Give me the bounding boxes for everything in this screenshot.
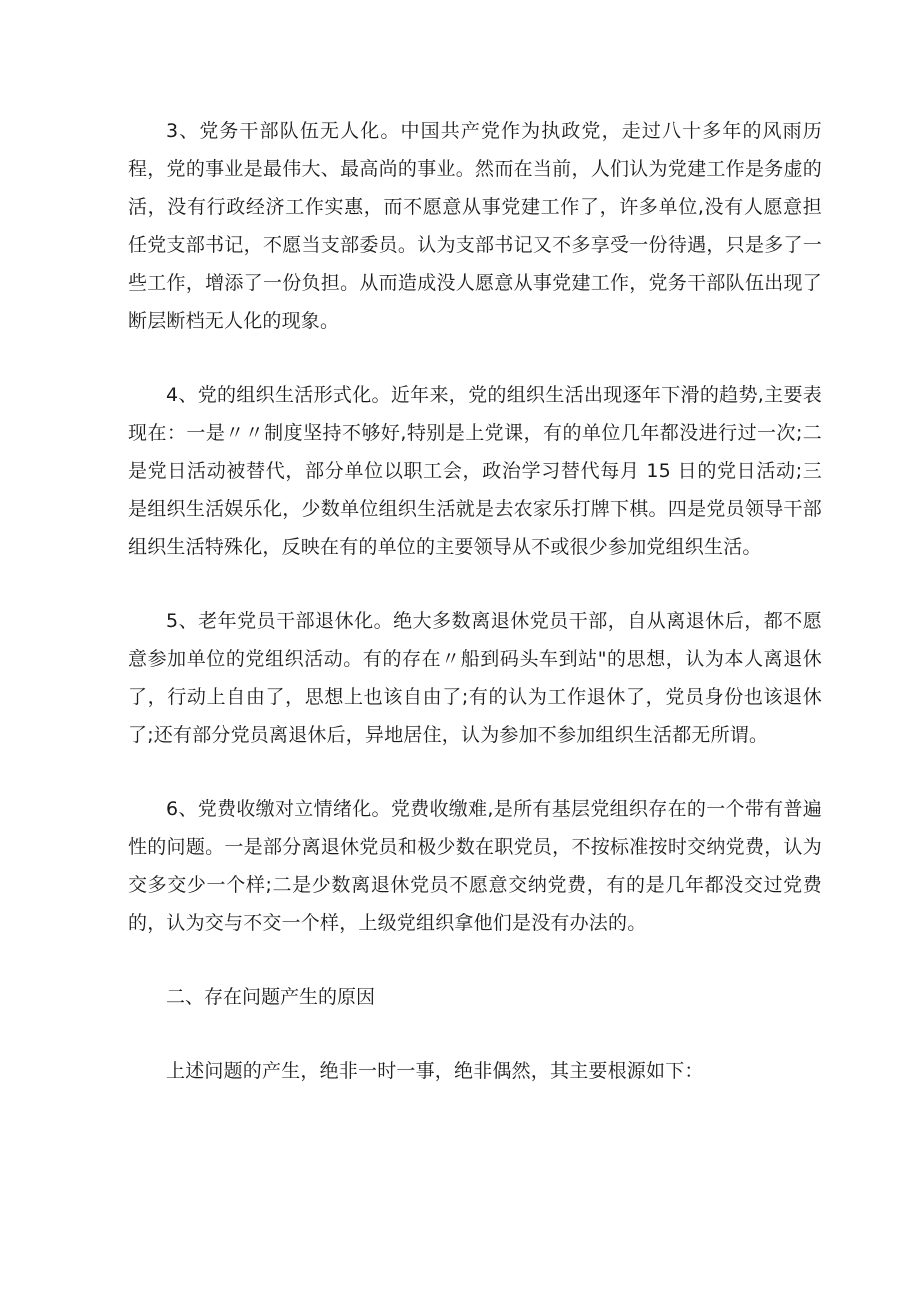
paragraph-party-cadre-shortage: 3、党务干部队伍无人化。中国共产党作为执政党，走过八十多年的风雨历程，党的事业是最伟大、最高尚的事业。然而在当前，人们认为党建工作是务虚的活，没有行政经济工作实惠，而不愿意从事党建工作了，许多单位,没有人愿意担任党支部书记，不愿当支部委员。认为支部书记又不多享受一份待遇，只是多了一些工作，增添了一份负担。从而造成没人愿意从事党建工作，党务干部队伍出现了断层断档无人化的现象。 — [128, 120, 822, 332]
paragraph-retired-members: 5、老年党员干部退休化。绝大多数离退休党员干部，自从离退休后，都不愿意参加单位的党组织活动。有的存在〃船到码头车到站"的思想，认为本人离退休了，行动上自由了，思想上也该自由了;有的认为工作退休了，党员身份也该退休了;还有部分党员离退休后，异地居住，认为参加不参加组织生活都无所谓。 — [128, 610, 822, 746]
section-heading: 二、存在问题产生的原因 — [166, 986, 376, 1008]
paragraph-root-causes-intro: 上述问题的产生，绝非一时一事，绝非偶然，其主要根源如下： — [166, 1060, 704, 1082]
paragraph-organization-life-formalism: 4、党的组织生活形式化。近年来，党的组织生活出现逐年下滑的趋势,主要表现在：一是〃〃制度坚持不够好,特别是上党课，有的单位几年都没进行过一次;二是党日活动被替代，部分单位以职工会，政治学习替代每月 15 日的党日活动;三是组织生活娱乐化，少数单位组织生活就是去农家乐打牌下棋。四是党员领导干部组织生活特殊化，反映在有的单位的主要领导从不或很少参加党组织生活。 — [128, 384, 822, 558]
paragraph-party-dues: 6、党费收缴对立情绪化。党费收缴难,是所有基层党组织存在的一个带有普遍性的问题。一是部分离退休党员和极少数在职党员，不按标准按时交纳党费，认为交多交少一个样;二是少数离退休党员不愿意交纳党费，有的是几年都没交过党费的，认为交与不交一个样，上级党组织拿他们是没有办法的。 — [128, 798, 822, 934]
